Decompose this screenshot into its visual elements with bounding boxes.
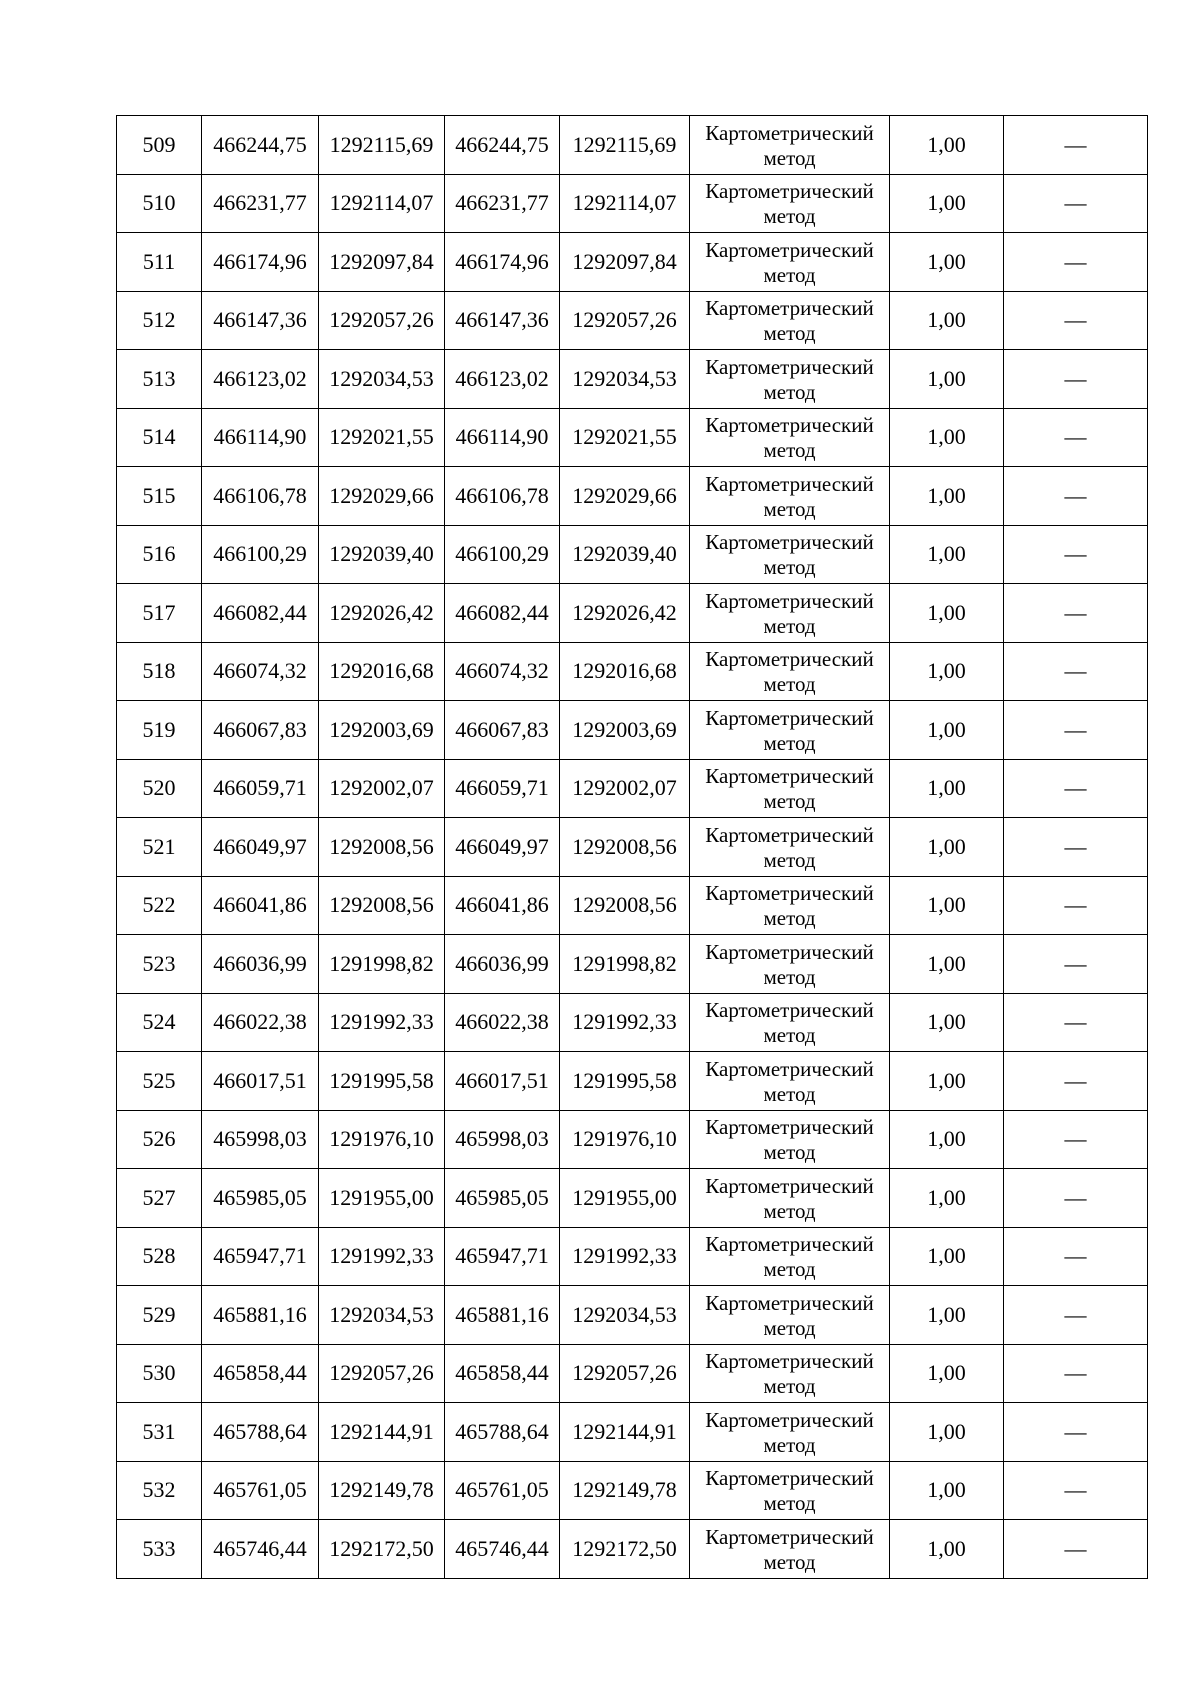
point-number-cell: 523	[117, 935, 202, 994]
y-coordinate-new-cell: 1292008,56	[560, 818, 690, 877]
description-cell: —	[1004, 993, 1148, 1052]
table-row	[117, 350, 1148, 409]
precision-cell: 1,00	[890, 1520, 1004, 1579]
y-coordinate-cell: 1291998,82	[319, 935, 445, 994]
precision-cell: 1,00	[890, 584, 1004, 643]
method-line2: метод	[763, 1198, 816, 1223]
y-coordinate-cell: 1292034,53	[319, 1286, 445, 1345]
method-line2: метод	[763, 379, 816, 404]
method-line2: метод	[763, 672, 816, 697]
precision-cell: 1,00	[890, 525, 1004, 584]
point-number-cell: 512	[117, 291, 202, 350]
description-cell: —	[1004, 876, 1148, 935]
x-coordinate-cell: 465881,16	[202, 1286, 319, 1345]
x-coordinate-new-cell: 466082,44	[445, 584, 560, 643]
method-cell	[690, 233, 890, 292]
method-line2: метод	[763, 1432, 816, 1457]
method-line1: Картометрический	[705, 120, 874, 145]
method-cell	[690, 116, 890, 175]
method-cell	[690, 818, 890, 877]
description-cell: —	[1004, 233, 1148, 292]
method-line1: Картометрический	[705, 530, 874, 555]
point-number-cell: 518	[117, 642, 202, 701]
method-cell	[690, 1169, 890, 1228]
y-coordinate-new-cell: 1292039,40	[560, 525, 690, 584]
table-row	[117, 1110, 1148, 1169]
x-coordinate-new-cell: 465858,44	[445, 1344, 560, 1403]
method-cell	[690, 1344, 890, 1403]
method-cell	[690, 993, 890, 1052]
y-coordinate-new-cell: 1292016,68	[560, 642, 690, 701]
x-coordinate-new-cell: 466100,29	[445, 525, 560, 584]
y-coordinate-new-cell: 1292026,42	[560, 584, 690, 643]
description-cell: —	[1004, 935, 1148, 994]
precision-cell: 1,00	[890, 935, 1004, 994]
x-coordinate-cell: 466231,77	[202, 174, 319, 233]
method-line1: Картометрический	[705, 588, 874, 613]
method-line1: Картометрический	[705, 1524, 874, 1549]
y-coordinate-cell: 1292003,69	[319, 701, 445, 760]
x-coordinate-new-cell: 465985,05	[445, 1169, 560, 1228]
y-coordinate-cell: 1292039,40	[319, 525, 445, 584]
method-cell	[690, 1403, 890, 1462]
y-coordinate-cell: 1292016,68	[319, 642, 445, 701]
description-cell: —	[1004, 1461, 1148, 1520]
table-row	[117, 1286, 1148, 1345]
x-coordinate-cell: 465788,64	[202, 1403, 319, 1462]
method-line1: Картометрический	[705, 1056, 874, 1081]
method-line2: метод	[763, 1023, 816, 1048]
method-cell	[690, 350, 890, 409]
y-coordinate-cell: 1292115,69	[319, 116, 445, 175]
y-coordinate-new-cell: 1292034,53	[560, 1286, 690, 1345]
y-coordinate-new-cell: 1292002,07	[560, 759, 690, 818]
x-coordinate-cell: 465761,05	[202, 1461, 319, 1520]
table-row	[117, 1227, 1148, 1286]
y-coordinate-new-cell: 1292008,56	[560, 876, 690, 935]
method-cell	[690, 174, 890, 233]
method-line2: метод	[763, 145, 816, 170]
method-line2: метод	[763, 964, 816, 989]
method-line1: Картометрический	[705, 998, 874, 1023]
method-cell	[690, 1227, 890, 1286]
method-cell	[690, 1110, 890, 1169]
precision-cell: 1,00	[890, 876, 1004, 935]
point-number-cell: 519	[117, 701, 202, 760]
description-cell: —	[1004, 1403, 1148, 1462]
x-coordinate-cell: 466147,36	[202, 291, 319, 350]
point-number-cell: 520	[117, 759, 202, 818]
x-coordinate-new-cell: 466041,86	[445, 876, 560, 935]
method-cell	[690, 1520, 890, 1579]
table-row	[117, 467, 1148, 526]
precision-cell: 1,00	[890, 291, 1004, 350]
table-row	[117, 1344, 1148, 1403]
y-coordinate-cell: 1292097,84	[319, 233, 445, 292]
y-coordinate-new-cell: 1292115,69	[560, 116, 690, 175]
precision-cell: 1,00	[890, 1286, 1004, 1345]
point-number-cell: 529	[117, 1286, 202, 1345]
point-number-cell: 533	[117, 1520, 202, 1579]
method-line1: Картометрический	[705, 764, 874, 789]
x-coordinate-new-cell: 465746,44	[445, 1520, 560, 1579]
point-number-cell: 522	[117, 876, 202, 935]
table-row	[117, 233, 1148, 292]
x-coordinate-cell: 466106,78	[202, 467, 319, 526]
method-line2: метод	[763, 1549, 816, 1574]
table-row	[117, 174, 1148, 233]
precision-cell: 1,00	[890, 1344, 1004, 1403]
method-line1: Картометрический	[705, 881, 874, 906]
point-number-cell: 531	[117, 1403, 202, 1462]
y-coordinate-new-cell: 1292114,07	[560, 174, 690, 233]
precision-cell: 1,00	[890, 1169, 1004, 1228]
x-coordinate-cell: 466059,71	[202, 759, 319, 818]
method-line2: метод	[763, 321, 816, 346]
y-coordinate-cell: 1291992,33	[319, 993, 445, 1052]
point-number-cell: 521	[117, 818, 202, 877]
method-line2: метод	[763, 613, 816, 638]
method-cell	[690, 1461, 890, 1520]
point-number-cell: 526	[117, 1110, 202, 1169]
point-number-cell: 530	[117, 1344, 202, 1403]
y-coordinate-cell: 1292029,66	[319, 467, 445, 526]
x-coordinate-cell: 466174,96	[202, 233, 319, 292]
y-coordinate-cell: 1292114,07	[319, 174, 445, 233]
table-body	[117, 116, 1148, 1579]
method-line2: метод	[763, 1257, 816, 1282]
x-coordinate-cell: 466017,51	[202, 1052, 319, 1111]
y-coordinate-new-cell: 1291992,33	[560, 993, 690, 1052]
precision-cell: 1,00	[890, 701, 1004, 760]
method-line2: метод	[763, 496, 816, 521]
method-line2: метод	[763, 906, 816, 931]
y-coordinate-new-cell: 1291976,10	[560, 1110, 690, 1169]
method-line1: Картометрический	[705, 1349, 874, 1374]
method-line2: метод	[763, 262, 816, 287]
x-coordinate-cell: 465858,44	[202, 1344, 319, 1403]
method-line1: Картометрический	[705, 705, 874, 730]
point-number-cell: 517	[117, 584, 202, 643]
precision-cell: 1,00	[890, 1403, 1004, 1462]
table-row	[117, 1520, 1148, 1579]
point-number-cell: 516	[117, 525, 202, 584]
method-cell	[690, 467, 890, 526]
method-line2: метод	[763, 1374, 816, 1399]
point-number-cell: 515	[117, 467, 202, 526]
method-line2: метод	[763, 789, 816, 814]
method-cell	[690, 584, 890, 643]
precision-cell: 1,00	[890, 408, 1004, 467]
y-coordinate-new-cell: 1291992,33	[560, 1227, 690, 1286]
y-coordinate-cell: 1292021,55	[319, 408, 445, 467]
table-row	[117, 116, 1148, 175]
method-line1: Картометрический	[705, 1466, 874, 1491]
x-coordinate-new-cell: 466036,99	[445, 935, 560, 994]
y-coordinate-new-cell: 1292057,26	[560, 1344, 690, 1403]
table-row	[117, 525, 1148, 584]
method-line1: Картометрический	[705, 1115, 874, 1140]
precision-cell: 1,00	[890, 174, 1004, 233]
description-cell: —	[1004, 642, 1148, 701]
precision-cell: 1,00	[890, 116, 1004, 175]
method-cell	[690, 876, 890, 935]
y-coordinate-cell: 1292002,07	[319, 759, 445, 818]
y-coordinate-cell: 1292057,26	[319, 1344, 445, 1403]
precision-cell: 1,00	[890, 818, 1004, 877]
y-coordinate-new-cell: 1292021,55	[560, 408, 690, 467]
method-line1: Картометрический	[705, 1407, 874, 1432]
description-cell: —	[1004, 350, 1148, 409]
method-cell	[690, 759, 890, 818]
y-coordinate-cell: 1292149,78	[319, 1461, 445, 1520]
x-coordinate-new-cell: 465998,03	[445, 1110, 560, 1169]
y-coordinate-cell: 1292172,50	[319, 1520, 445, 1579]
table-row	[117, 642, 1148, 701]
y-coordinate-new-cell: 1292144,91	[560, 1403, 690, 1462]
y-coordinate-cell: 1291995,58	[319, 1052, 445, 1111]
x-coordinate-new-cell: 466123,02	[445, 350, 560, 409]
method-line1: Картометрический	[705, 354, 874, 379]
method-line1: Картометрический	[705, 939, 874, 964]
method-cell	[690, 935, 890, 994]
x-coordinate-cell: 466067,83	[202, 701, 319, 760]
x-coordinate-cell: 466100,29	[202, 525, 319, 584]
y-coordinate-new-cell: 1291995,58	[560, 1052, 690, 1111]
x-coordinate-new-cell: 466231,77	[445, 174, 560, 233]
method-line1: Картометрический	[705, 1290, 874, 1315]
coordinates-table	[116, 115, 1148, 1579]
method-line2: метод	[763, 1491, 816, 1516]
method-line1: Картометрический	[705, 471, 874, 496]
y-coordinate-cell: 1292034,53	[319, 350, 445, 409]
x-coordinate-cell: 466041,86	[202, 876, 319, 935]
table-row	[117, 1169, 1148, 1228]
method-cell	[690, 642, 890, 701]
method-line2: метод	[763, 204, 816, 229]
y-coordinate-cell: 1292144,91	[319, 1403, 445, 1462]
table-row	[117, 1461, 1148, 1520]
x-coordinate-cell: 466036,99	[202, 935, 319, 994]
method-line2: метод	[763, 847, 816, 872]
point-number-cell: 510	[117, 174, 202, 233]
precision-cell: 1,00	[890, 1227, 1004, 1286]
precision-cell: 1,00	[890, 233, 1004, 292]
y-coordinate-new-cell: 1292057,26	[560, 291, 690, 350]
x-coordinate-new-cell: 466059,71	[445, 759, 560, 818]
x-coordinate-new-cell: 465761,05	[445, 1461, 560, 1520]
x-coordinate-new-cell: 466022,38	[445, 993, 560, 1052]
y-coordinate-new-cell: 1292029,66	[560, 467, 690, 526]
x-coordinate-new-cell: 465788,64	[445, 1403, 560, 1462]
y-coordinate-new-cell: 1292149,78	[560, 1461, 690, 1520]
description-cell: —	[1004, 1344, 1148, 1403]
x-coordinate-new-cell: 465947,71	[445, 1227, 560, 1286]
precision-cell: 1,00	[890, 642, 1004, 701]
description-cell: —	[1004, 584, 1148, 643]
table-row	[117, 818, 1148, 877]
x-coordinate-cell: 466049,97	[202, 818, 319, 877]
table-row	[117, 701, 1148, 760]
precision-cell: 1,00	[890, 1461, 1004, 1520]
y-coordinate-new-cell: 1292003,69	[560, 701, 690, 760]
method-line2: метод	[763, 438, 816, 463]
description-cell: —	[1004, 1286, 1148, 1345]
method-line1: Картометрический	[705, 179, 874, 204]
method-cell	[690, 701, 890, 760]
precision-cell: 1,00	[890, 1052, 1004, 1111]
description-cell: —	[1004, 1110, 1148, 1169]
table-row	[117, 1403, 1148, 1462]
x-coordinate-cell: 465947,71	[202, 1227, 319, 1286]
description-cell: —	[1004, 759, 1148, 818]
y-coordinate-new-cell: 1292034,53	[560, 350, 690, 409]
precision-cell: 1,00	[890, 350, 1004, 409]
x-coordinate-cell: 465746,44	[202, 1520, 319, 1579]
description-cell: —	[1004, 408, 1148, 467]
precision-cell: 1,00	[890, 759, 1004, 818]
table-row	[117, 876, 1148, 935]
method-line2: метод	[763, 730, 816, 755]
method-line1: Картометрический	[705, 296, 874, 321]
x-coordinate-cell: 465998,03	[202, 1110, 319, 1169]
table-row	[117, 408, 1148, 467]
y-coordinate-new-cell: 1291955,00	[560, 1169, 690, 1228]
point-number-cell: 527	[117, 1169, 202, 1228]
y-coordinate-new-cell: 1291998,82	[560, 935, 690, 994]
method-line1: Картометрический	[705, 1232, 874, 1257]
x-coordinate-new-cell: 466067,83	[445, 701, 560, 760]
x-coordinate-new-cell: 466147,36	[445, 291, 560, 350]
y-coordinate-new-cell: 1292172,50	[560, 1520, 690, 1579]
method-cell	[690, 291, 890, 350]
point-number-cell: 524	[117, 993, 202, 1052]
table-row	[117, 935, 1148, 994]
x-coordinate-new-cell: 466017,51	[445, 1052, 560, 1111]
description-cell: —	[1004, 701, 1148, 760]
method-line2: метод	[763, 555, 816, 580]
description-cell: —	[1004, 1227, 1148, 1286]
x-coordinate-cell: 466074,32	[202, 642, 319, 701]
method-line2: метод	[763, 1140, 816, 1165]
description-cell: —	[1004, 818, 1148, 877]
point-number-cell: 532	[117, 1461, 202, 1520]
table-row	[117, 759, 1148, 818]
x-coordinate-new-cell: 466244,75	[445, 116, 560, 175]
method-cell	[690, 1052, 890, 1111]
method-line1: Картометрический	[705, 822, 874, 847]
description-cell: —	[1004, 116, 1148, 175]
method-line1: Картометрический	[705, 1173, 874, 1198]
precision-cell: 1,00	[890, 467, 1004, 526]
description-cell: —	[1004, 174, 1148, 233]
table-row	[117, 993, 1148, 1052]
method-line1: Картометрический	[705, 413, 874, 438]
x-coordinate-new-cell: 465881,16	[445, 1286, 560, 1345]
x-coordinate-new-cell: 466049,97	[445, 818, 560, 877]
point-number-cell: 509	[117, 116, 202, 175]
y-coordinate-cell: 1292057,26	[319, 291, 445, 350]
y-coordinate-cell: 1291976,10	[319, 1110, 445, 1169]
point-number-cell: 528	[117, 1227, 202, 1286]
x-coordinate-cell: 465985,05	[202, 1169, 319, 1228]
x-coordinate-cell: 466114,90	[202, 408, 319, 467]
y-coordinate-new-cell: 1292097,84	[560, 233, 690, 292]
point-number-cell: 511	[117, 233, 202, 292]
method-cell	[690, 1286, 890, 1345]
method-line1: Картометрический	[705, 237, 874, 262]
point-number-cell: 514	[117, 408, 202, 467]
table-row	[117, 584, 1148, 643]
x-coordinate-new-cell: 466106,78	[445, 467, 560, 526]
x-coordinate-cell: 466244,75	[202, 116, 319, 175]
description-cell: —	[1004, 1169, 1148, 1228]
y-coordinate-cell: 1291992,33	[319, 1227, 445, 1286]
y-coordinate-cell: 1291955,00	[319, 1169, 445, 1228]
y-coordinate-cell: 1292008,56	[319, 876, 445, 935]
x-coordinate-cell: 466123,02	[202, 350, 319, 409]
y-coordinate-cell: 1292026,42	[319, 584, 445, 643]
method-line1: Картометрический	[705, 647, 874, 672]
method-cell	[690, 525, 890, 584]
method-line2: метод	[763, 1315, 816, 1340]
description-cell: —	[1004, 291, 1148, 350]
table-row	[117, 1052, 1148, 1111]
method-line2: метод	[763, 1081, 816, 1106]
precision-cell: 1,00	[890, 1110, 1004, 1169]
x-coordinate-new-cell: 466074,32	[445, 642, 560, 701]
precision-cell: 1,00	[890, 993, 1004, 1052]
x-coordinate-new-cell: 466114,90	[445, 408, 560, 467]
y-coordinate-cell: 1292008,56	[319, 818, 445, 877]
point-number-cell: 513	[117, 350, 202, 409]
point-number-cell: 525	[117, 1052, 202, 1111]
description-cell: —	[1004, 1052, 1148, 1111]
x-coordinate-cell: 466022,38	[202, 993, 319, 1052]
method-cell	[690, 408, 890, 467]
description-cell: —	[1004, 1520, 1148, 1579]
table-row	[117, 291, 1148, 350]
description-cell: —	[1004, 525, 1148, 584]
x-coordinate-new-cell: 466174,96	[445, 233, 560, 292]
description-cell: —	[1004, 467, 1148, 526]
x-coordinate-cell: 466082,44	[202, 584, 319, 643]
